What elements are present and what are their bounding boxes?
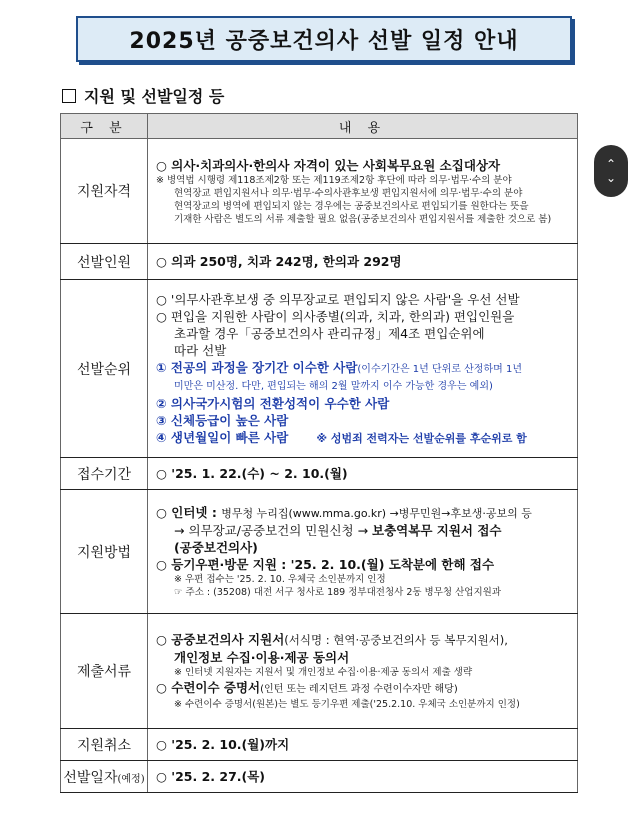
priority-1-note: (이수기간은 1년 단위로 산정하며 1년 (357, 363, 522, 375)
priority-3: ③ 신체등급이 높은 사람 (156, 412, 289, 428)
row-method (61, 490, 578, 614)
row-period (61, 458, 578, 490)
row-docs (61, 614, 578, 729)
checkbox-square-icon (62, 89, 76, 103)
header-category: 구 분 (61, 114, 148, 139)
docs-note: ※ 수련이수 증명서(원본)는 별도 등기우편 제출('25.2.10. 우체국 소인분까지 인정) (174, 699, 520, 710)
row-count (61, 244, 578, 280)
page-title: 2025년 공중보건의사 선발 일정 안내 (76, 16, 572, 62)
method-internet-cont: (공중보건의사) (174, 540, 258, 555)
qualification-note: 현역장교 편입지원서나 의무·법무·수의사관후보생 편입지원서에 의무·법무·수의 분야 (174, 187, 523, 199)
order-line: ○ 편입을 지원한 사람이 의사종별(의과, 치과, 한의과) 편입인원을 (156, 308, 515, 324)
row-label: 선발인원 (61, 244, 148, 280)
period-text: ○ '25. 1. 22.(수) ~ 2. 10.(월) (148, 458, 578, 490)
header-content: 내 용 (148, 114, 578, 139)
row-label: 선발순위 (61, 280, 148, 458)
method-mail: ○ 등기우편·방문 지원 : '25. 2. 10.(월) 도착분에 한해 접수 (156, 557, 495, 572)
row-cancel (61, 729, 578, 761)
table-header-row (61, 114, 578, 139)
row-label: 지원취소 (61, 729, 148, 761)
qualification-main: ○ 의사·치과의사·한의사 자격이 있는 사회복무요원 소집대상자 (156, 157, 501, 173)
priority-1 (156, 359, 571, 378)
count-text: ○ 의과 250명, 치과 242명, 한의과 292명 (148, 244, 578, 280)
section-heading (62, 84, 224, 107)
docs-consent: 개인정보 수집·이용·제공 동의서 (174, 650, 350, 665)
row-qualification (61, 139, 578, 244)
method-address: ☞ 주소 : (35208) 대전 서구 청사로 189 정부대전청사 2동 병무청 산업지원과 (174, 587, 501, 598)
priority-4-text: ④ 생년월일이 빠른 사람 (156, 429, 289, 445)
row-order (61, 280, 578, 458)
docs-certificate: ○ 수련이수 증명서(인턴 또는 레지던트 과정 수련이수자만 해당) (156, 680, 458, 695)
priority-4 (156, 429, 571, 447)
schedule-table (60, 113, 578, 793)
row-label: 지원방법 (61, 490, 148, 614)
chevron-down-icon[interactable]: ⌄ (605, 171, 617, 185)
order-line: ○ '의무사관후보생 중 의무장교로 편입되지 않은 사람'을 우선 선발 (156, 291, 520, 307)
qualification-note: 기재한 사람은 별도의 서류 제출할 필요 없음(공중보건의사 편입지원서를 제출한 것으로 봄) (174, 213, 552, 225)
qualification-note: 현역장교의 병역에 편입되지 않는 경우에는 공중보건의사로 편입되기를 원한다는 뜻을 (174, 200, 529, 212)
method-note: ※ 우편 접수는 '25. 2. 10. 우체국 소인분까지 인정 (174, 574, 386, 585)
row-label: 제출서류 (61, 614, 148, 729)
row-select-date (61, 761, 578, 793)
order-line: 초과할 경우「공중보건의사 관리규정」제4조 편입순위에 (174, 325, 485, 341)
chevron-up-icon[interactable]: ⌃ (605, 157, 617, 171)
cancel-text: ○ '25. 2. 10.(월)까지 (148, 729, 578, 761)
priority-2: ② 의사국가시험의 전환성적이 우수한 사람 (156, 395, 390, 411)
section-heading-text: 지원 및 선발일정 등 (84, 87, 225, 106)
row-label: 지원자격 (61, 139, 148, 244)
row-label: 선발일자(예정) (61, 761, 148, 793)
qualification-note: ※ 병역법 시행령 제118조제2항 또는 제119조제2항 후단에 따라 의무·법무·수의 분야 (156, 174, 512, 186)
priority-1-note: 미만은 미산정. 다만, 편입되는 해의 2월 말까지 이수 가능한 경우는 예외) (174, 380, 493, 392)
priority-4-note: ※ 성범죄 전력자는 선발순위를 후순위로 함 (316, 431, 527, 445)
docs-note: ※ 인터넷 지원자는 지원서 및 개인정보 수집·이용·제공 동의서 제출 생략 (174, 667, 473, 678)
method-internet: ○ 인터넷 : 병무청 누리집(www.mma.go.kr) →병무민원→후보생·공보의 등 (156, 505, 532, 520)
scroll-control[interactable] (594, 145, 628, 197)
row-label: 접수기간 (61, 458, 148, 490)
docs-application: ○ 공중보건의사 지원서(서식명 : 현역·공중보건의사 등 복무지원서), (156, 632, 508, 647)
priority-1-text: ① 전공의 과정을 장기간 이수한 사람 (156, 359, 358, 375)
method-internet-cont: → 의무장교/공중보건의 민원신청 → 보충역복무 지원서 접수 (174, 523, 502, 538)
select-date-text: ○ '25. 2. 27.(목) (148, 761, 578, 793)
order-line: 따라 선발 (174, 342, 227, 358)
